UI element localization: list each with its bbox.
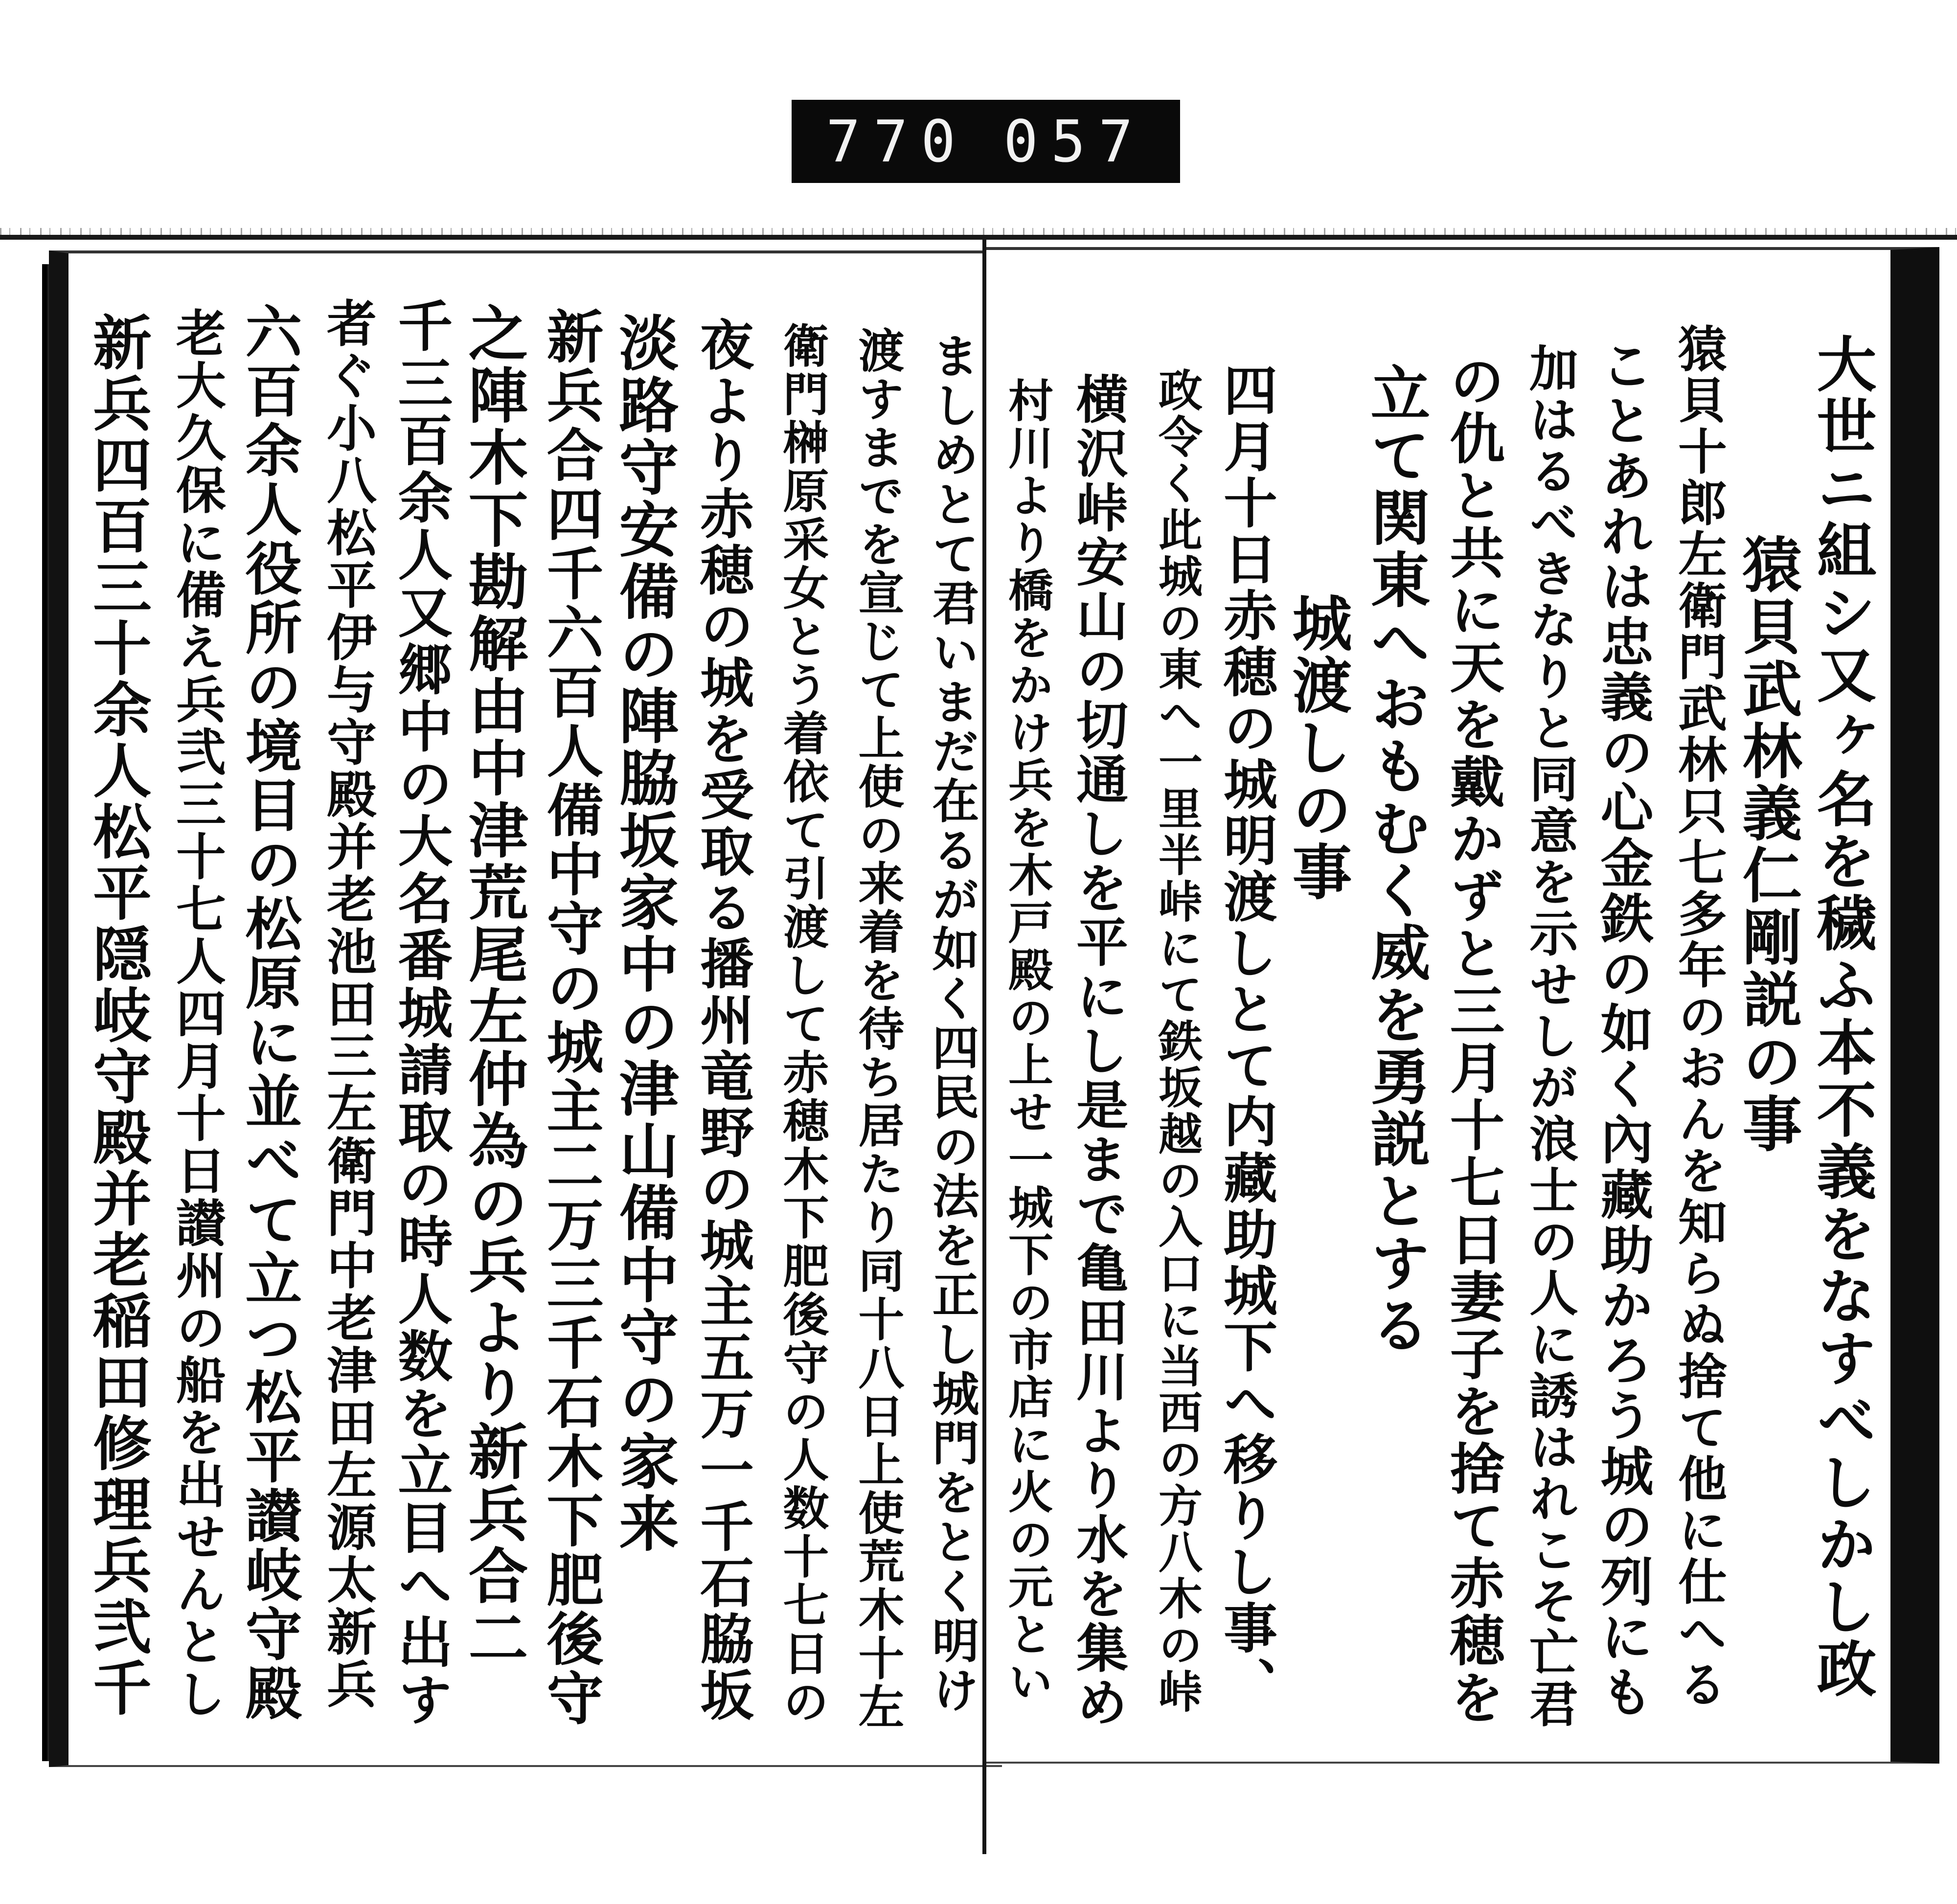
left-page	[49, 250, 1002, 1767]
left-line-8: 千三百余人又郷中の大名番城請取の時人数を立目へ出す	[389, 297, 453, 1728]
right-line-4: ことあれは忠義の心金鉄の如く內藏助かろう城の列にも	[1592, 338, 1653, 1720]
frame-number-right: 057	[1003, 108, 1146, 175]
right-page	[986, 247, 1939, 1764]
right-line-1: 大世ニ組シ又ヶ名を穢ふ本不義をなすべしかし政	[1807, 333, 1877, 1700]
left-line-9: 者ぐ小八松平伊与守殿并老池田三左衛門中老津田左源太新兵	[319, 297, 377, 1711]
right-line-10: 政令く此城の東へ一里半峠にて鉄坂越の入口に当西の方八木の峠	[1151, 367, 1203, 1715]
left-line-7: 之陣木下勘解由中津荒尾左仲為の兵より新兵合二	[458, 302, 529, 1669]
right-heading-2: 城渡しの事	[1282, 592, 1353, 903]
right-line-12: 村川より橋をかけ兵を木戸殿の上せ一城下の市店に火の元とい	[1001, 377, 1054, 1706]
left-line-5: 淡路守安備の陣脇坂家中の津山備中守の家来	[609, 312, 680, 1555]
left-line-2: 渡すまでを宣じて上使の来着を待ち居たり同十八日上使荒木十左	[850, 327, 904, 1731]
left-line-11: 老大久保に備え兵弐三十七人四月十日讃州の船を出せんとし	[168, 307, 227, 1721]
left-line-10: 六百余人役所の境目の松原に並べて立つ松平讃岐守殿	[236, 302, 302, 1723]
right-line-6: の仇と共に天を戴かずと三月十七日妻子を捨て赤穂を	[1441, 353, 1505, 1726]
right-line-5: 加はるべきなりと同意を示せしが浪士の人に誘はれこそ亡君	[1521, 343, 1579, 1730]
left-line-3: 衛門榊原采女とう着依て引渡して赤穂木下肥後守の人数十七日の	[775, 322, 829, 1726]
right-line-11: 横沢峠安山の切通しを平にし是まで亀田川より水を集め	[1068, 372, 1129, 1730]
right-line-7: 立て関東へおもむく威を勇説とする	[1361, 363, 1431, 1357]
left-line-1: ましめとて君いまだ在るが如く四民の法を正し城門をとく明け	[925, 332, 980, 1715]
left-line-6: 新兵合四千六百人備中守の城主二万三千石木下肥後守	[537, 307, 604, 1728]
right-heading-1: 猿貝武林義仁剛説の事	[1732, 534, 1803, 1155]
book-gutter	[982, 240, 986, 1854]
left-line-12: 新兵四百三十余人松平隠岐守殿并老稲田修理兵弐千	[83, 312, 152, 1719]
right-line-3: 猿貝十郎左衛門武林只七多年のおんを知らぬ捨て他に仕へる	[1670, 323, 1728, 1710]
right-line-9: 四月十日赤穂の城明渡しとて内藏助城下へ移りし事、	[1215, 363, 1278, 1713]
frame-number-left: 770	[826, 108, 969, 175]
left-line-4: 夜より赤穂の城を受取る播州竜野の城主五万一千石脇坂	[691, 317, 754, 1723]
